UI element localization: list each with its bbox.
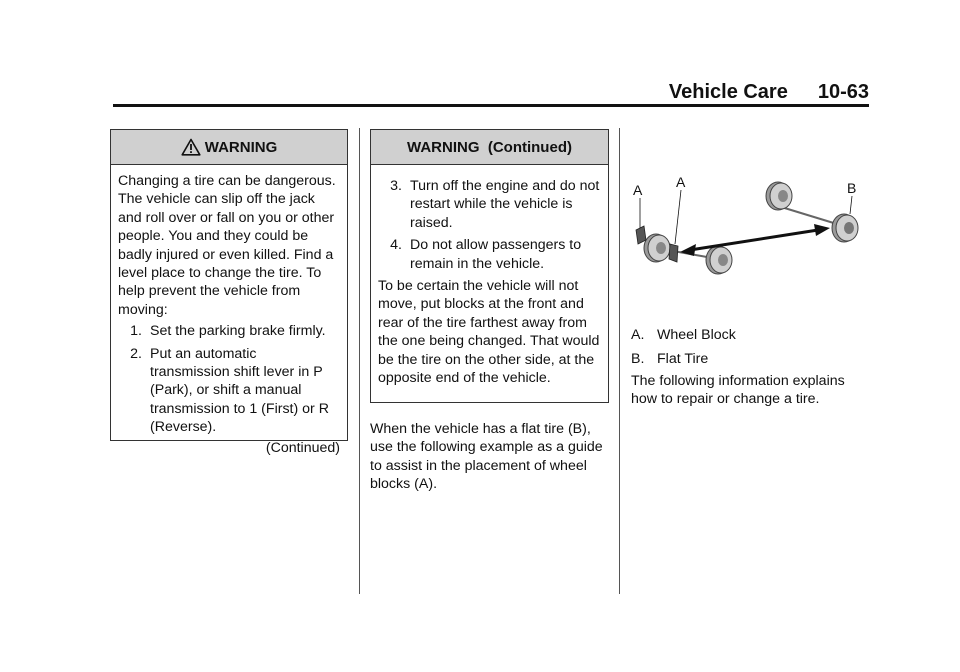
warning-title-bar [111, 130, 347, 165]
warning-box [110, 129, 348, 456]
flat-tire-instructions: When the vehicle has a flat tire (B), use the following example as a guide to assist in the placement of wheel blocks (A). [370, 421, 603, 493]
warning-continued-box [370, 129, 609, 403]
list-item [378, 236, 601, 273]
legend-key: A. [631, 327, 645, 343]
warning-intro: Changing a tire can be dangerous. The vehicle can slip off the jack and roll over or fall on you or other people. You and they could be badly injured or even killed. Find a level place to change the tire. To help prevent the vehicle from moving: [118, 173, 336, 318]
page-number: 10-63 [817, 81, 869, 103]
section-title: Vehicle Care [668, 81, 788, 103]
page-header [113, 80, 869, 104]
header-rule [113, 104, 869, 107]
list-number: 2. [130, 345, 142, 362]
label-a-left: A [633, 182, 643, 198]
wheel-block-diagram [628, 168, 868, 280]
list-item [118, 345, 340, 437]
list-text: Set the parking brake firmly. [150, 323, 326, 340]
wheel-block-illustration [628, 168, 868, 280]
figure-legend [631, 326, 871, 369]
column-divider-2 [619, 128, 620, 594]
warning-continued-text: To be certain the vehicle will not move, put blocks at the front and rear of the tire farthest away from the one being changed. That would be the tire on the other side, at the opposite end of the vehicle. [378, 278, 600, 387]
legend-key: B. [631, 351, 645, 368]
continued-note: (Continued) [265, 439, 340, 456]
label-b: B [847, 180, 857, 196]
list-number: 3. [390, 178, 402, 194]
warning-continued-title: WARNING (Continued) [407, 138, 572, 156]
label-a-right: A [676, 174, 686, 190]
warning-title: WARNING [204, 138, 278, 156]
list-text: Turn off the engine and do not restart while the vehicle is raised. [410, 178, 600, 231]
legend-text: Wheel Block [657, 327, 736, 343]
warning-continued-title-bar [371, 130, 608, 165]
legend-text: Flat Tire [657, 351, 709, 368]
list-text: Put an automatic transmission shift lever in P (Park), or shift a manual transmission to 1 (First) or R (Reverse). [150, 345, 329, 436]
warning-continued-body [371, 165, 608, 393]
list-item [118, 322, 340, 340]
warning-body [111, 165, 347, 463]
list-number: 4. [390, 237, 402, 254]
list-item [378, 177, 601, 232]
list-text: Do not allow passengers to remain in the vehicle. [410, 237, 582, 272]
repair-intro: The following information explains how to repair or change a tire. [631, 373, 845, 408]
legend-item [631, 326, 871, 344]
column-divider-1 [359, 128, 360, 594]
warning-triangle-icon [181, 138, 201, 156]
legend-item [631, 350, 871, 368]
list-number: 1. [130, 323, 142, 340]
